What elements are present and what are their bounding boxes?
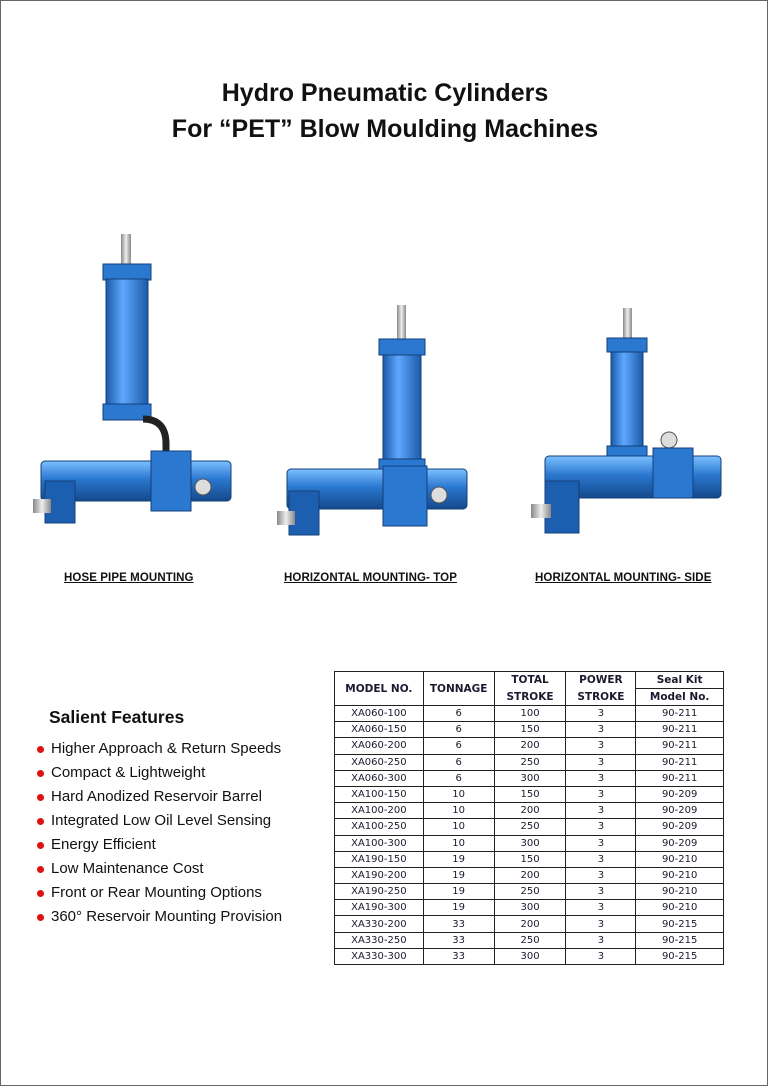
model-cell: XA100-250 xyxy=(335,819,424,835)
model-cell: XA190-200 xyxy=(335,867,424,883)
header-tonnage: TONNAGE xyxy=(423,672,494,706)
model-cell: XA100-150 xyxy=(335,786,424,802)
specs-table-header xyxy=(335,672,724,706)
model-cell: XA060-150 xyxy=(335,722,424,738)
total-stroke-cell: 250 xyxy=(494,932,566,948)
salient-features xyxy=(35,707,325,931)
model-cell: XA060-100 xyxy=(335,706,424,722)
table-row xyxy=(335,884,724,900)
seal-kit-cell: 90-209 xyxy=(636,835,724,851)
title-line-1: Hydro Pneumatic Cylinders xyxy=(221,79,549,107)
cylinder-top-illustration xyxy=(273,301,473,549)
table-row xyxy=(335,932,724,948)
power-stroke-cell: 3 xyxy=(566,948,636,964)
header-power-line1: POWER xyxy=(566,672,636,689)
power-stroke-cell: 3 xyxy=(566,819,636,835)
feature-text: Integrated Low Oil Level Sensing xyxy=(51,812,272,829)
total-stroke-cell: 150 xyxy=(494,851,566,867)
bullet-icon xyxy=(37,914,44,921)
table-row xyxy=(335,722,724,738)
tonnage-cell: 6 xyxy=(423,722,494,738)
seal-kit-cell: 90-209 xyxy=(636,819,724,835)
table-row xyxy=(335,786,724,802)
seal-kit-cell: 90-210 xyxy=(636,867,724,883)
feature-list xyxy=(35,739,325,931)
bullet-icon xyxy=(37,890,44,897)
tonnage-cell: 10 xyxy=(423,819,494,835)
model-cell: XA330-300 xyxy=(335,948,424,964)
feature-item xyxy=(35,835,325,859)
tonnage-cell: 19 xyxy=(423,851,494,867)
feature-item xyxy=(35,811,325,835)
header-total-line2: STROKE xyxy=(494,689,566,706)
feature-text: Higher Approach & Return Speeds xyxy=(51,740,282,757)
table-row xyxy=(335,900,724,916)
power-stroke-cell: 3 xyxy=(566,706,636,722)
table-row xyxy=(335,803,724,819)
feature-text: Hard Anodized Reservoir Barrel xyxy=(51,788,262,805)
tonnage-cell: 33 xyxy=(423,916,494,932)
total-stroke-cell: 100 xyxy=(494,706,566,722)
tonnage-cell: 19 xyxy=(423,867,494,883)
model-cell: XA190-250 xyxy=(335,884,424,900)
bullet-icon xyxy=(37,842,44,849)
model-cell: XA060-200 xyxy=(335,738,424,754)
bullet-icon xyxy=(37,818,44,825)
feature-text: Low Maintenance Cost xyxy=(51,860,204,877)
seal-kit-cell: 90-210 xyxy=(636,900,724,916)
tonnage-cell: 6 xyxy=(423,706,494,722)
specs-table-body xyxy=(335,706,724,965)
seal-kit-cell: 90-215 xyxy=(636,948,724,964)
power-stroke-cell: 3 xyxy=(566,932,636,948)
power-stroke-cell: 3 xyxy=(566,884,636,900)
model-cell: XA190-300 xyxy=(335,900,424,916)
seal-kit-cell: 90-210 xyxy=(636,884,724,900)
total-stroke-cell: 300 xyxy=(494,770,566,786)
feature-item xyxy=(35,787,325,811)
total-stroke-cell: 200 xyxy=(494,916,566,932)
product-image-horizontal-top xyxy=(273,301,473,549)
table-row xyxy=(335,867,724,883)
bullet-icon xyxy=(37,866,44,873)
table-row xyxy=(335,754,724,770)
total-stroke-cell: 200 xyxy=(494,803,566,819)
seal-kit-cell: 90-211 xyxy=(636,770,724,786)
table-row xyxy=(335,948,724,964)
feature-item xyxy=(35,907,325,931)
model-cell: XA060-300 xyxy=(335,770,424,786)
product-image-hose-pipe xyxy=(31,229,241,549)
table-row xyxy=(335,770,724,786)
power-stroke-cell: 3 xyxy=(566,867,636,883)
feature-text: Front or Rear Mounting Options xyxy=(51,884,262,901)
total-stroke-cell: 200 xyxy=(494,867,566,883)
total-stroke-cell: 300 xyxy=(494,900,566,916)
feature-text: 360° Reservoir Mounting Provision xyxy=(51,908,283,925)
header-model: MODEL NO. xyxy=(335,672,424,706)
feature-item xyxy=(35,883,325,907)
table-row xyxy=(335,738,724,754)
seal-kit-cell: 90-211 xyxy=(636,706,724,722)
seal-kit-cell: 90-215 xyxy=(636,916,724,932)
header-power-line2: STROKE xyxy=(566,689,636,706)
cylinder-side-illustration xyxy=(527,306,731,546)
feature-text: Compact & Lightweight xyxy=(51,764,206,781)
features-title: Salient Features xyxy=(49,707,185,727)
page-title xyxy=(1,75,768,147)
power-stroke-cell: 3 xyxy=(566,835,636,851)
tonnage-cell: 19 xyxy=(423,900,494,916)
tonnage-cell: 10 xyxy=(423,835,494,851)
title-line-2: For “PET” Blow Moulding Machines xyxy=(171,115,599,143)
feature-text: Energy Efficient xyxy=(51,836,156,853)
table-row xyxy=(335,916,724,932)
header-seal-line2: Model No. xyxy=(636,689,724,706)
feature-item xyxy=(35,859,325,883)
feature-item xyxy=(35,739,325,763)
product-image-horizontal-side xyxy=(527,306,731,546)
tonnage-cell: 19 xyxy=(423,884,494,900)
total-stroke-cell: 150 xyxy=(494,722,566,738)
power-stroke-cell: 3 xyxy=(566,916,636,932)
power-stroke-cell: 3 xyxy=(566,803,636,819)
tonnage-cell: 33 xyxy=(423,932,494,948)
tonnage-cell: 10 xyxy=(423,786,494,802)
power-stroke-cell: 3 xyxy=(566,770,636,786)
model-cell: XA190-150 xyxy=(335,851,424,867)
bullet-icon xyxy=(37,794,44,801)
power-stroke-cell: 3 xyxy=(566,900,636,916)
seal-kit-cell: 90-209 xyxy=(636,786,724,802)
tonnage-cell: 33 xyxy=(423,948,494,964)
total-stroke-cell: 250 xyxy=(494,884,566,900)
power-stroke-cell: 3 xyxy=(566,738,636,754)
table-row xyxy=(335,835,724,851)
cylinder-hose-illustration xyxy=(31,229,241,549)
header-seal-line1: Seal Kit xyxy=(636,672,724,689)
model-cell: XA060-250 xyxy=(335,754,424,770)
caption-hose-pipe: HOSE PIPE MOUNTING xyxy=(64,572,194,584)
bullet-icon xyxy=(37,746,44,753)
model-cell: XA100-300 xyxy=(335,835,424,851)
bullet-icon xyxy=(37,770,44,777)
tonnage-cell: 6 xyxy=(423,754,494,770)
seal-kit-cell: 90-211 xyxy=(636,738,724,754)
model-cell: XA330-250 xyxy=(335,932,424,948)
total-stroke-cell: 250 xyxy=(494,754,566,770)
seal-kit-cell: 90-210 xyxy=(636,851,724,867)
model-cell: XA100-200 xyxy=(335,803,424,819)
tonnage-cell: 6 xyxy=(423,770,494,786)
total-stroke-cell: 150 xyxy=(494,786,566,802)
total-stroke-cell: 200 xyxy=(494,738,566,754)
feature-item xyxy=(35,763,325,787)
total-stroke-cell: 300 xyxy=(494,948,566,964)
tonnage-cell: 10 xyxy=(423,803,494,819)
caption-horizontal-top: HORIZONTAL MOUNTING- TOP xyxy=(284,572,457,584)
power-stroke-cell: 3 xyxy=(566,786,636,802)
tonnage-cell: 6 xyxy=(423,738,494,754)
seal-kit-cell: 90-209 xyxy=(636,803,724,819)
model-cell: XA330-200 xyxy=(335,916,424,932)
table-row xyxy=(335,851,724,867)
table-row xyxy=(335,819,724,835)
table-row xyxy=(335,706,724,722)
seal-kit-cell: 90-211 xyxy=(636,722,724,738)
header-total-line1: TOTAL xyxy=(494,672,566,689)
caption-horizontal-side: HORIZONTAL MOUNTING- SIDE xyxy=(535,572,712,584)
seal-kit-cell: 90-215 xyxy=(636,932,724,948)
total-stroke-cell: 300 xyxy=(494,835,566,851)
power-stroke-cell: 3 xyxy=(566,754,636,770)
specs-table xyxy=(334,671,724,965)
power-stroke-cell: 3 xyxy=(566,851,636,867)
power-stroke-cell: 3 xyxy=(566,722,636,738)
total-stroke-cell: 250 xyxy=(494,819,566,835)
seal-kit-cell: 90-211 xyxy=(636,754,724,770)
